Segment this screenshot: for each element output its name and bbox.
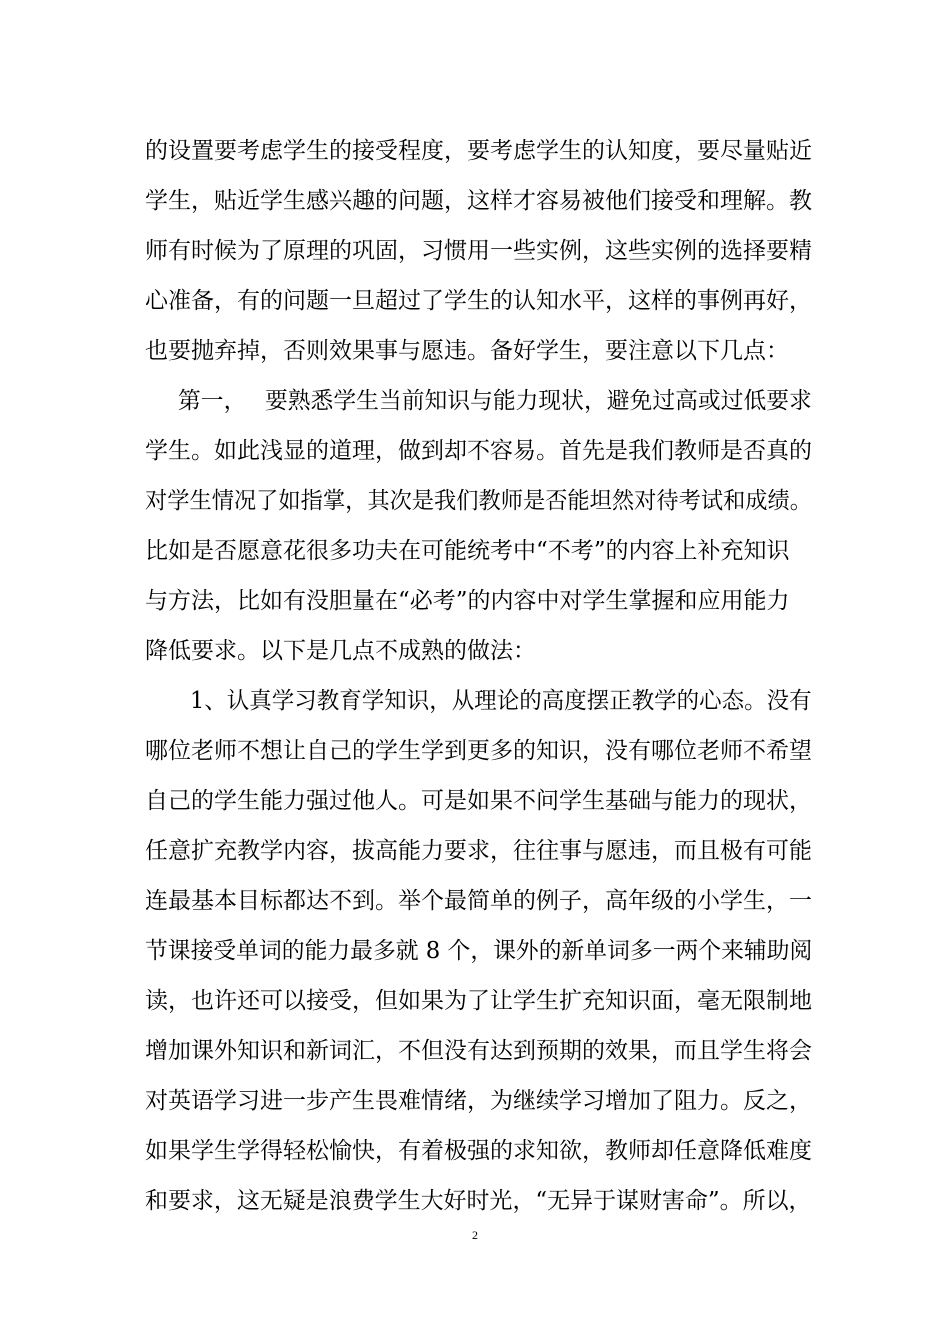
text-line: 的设置要考虑学生的接受程度，要考虑学生的认知度，要尽量贴近 (145, 138, 812, 164)
text-line: 节课接受单词的能力最多就 8 个，课外的新单词多一两个来辅助阅 (145, 938, 813, 964)
text-line: 学生。如此浅显的道理，做到却不容易。首先是我们教师是否真的 (145, 438, 812, 464)
text-line: 增加课外知识和新词汇，不但没有达到预期的效果，而且学生将会 (145, 1038, 812, 1064)
page-number: 2 (472, 1228, 478, 1242)
text-line: 哪位老师不想让自己的学生学到更多的知识，没有哪位老师不希望 (145, 738, 812, 764)
text-line: 心准备，有的问题一旦超过了学生的认知水平，这样的事例再好， (145, 288, 812, 314)
text-line: 对学生情况了如指掌，其次是我们教师是否能坦然对待考试和成绩。 (145, 488, 812, 514)
text-line: 自己的学生能力强过他人。可是如果不问学生基础与能力的现状， (145, 788, 812, 814)
text-line: 和要求，这无疑是浪费学生大好时光，“无异于谋财害命”。所以， (145, 1188, 812, 1214)
text-line: 如果学生学得轻松愉快，有着极强的求知欲，教师却任意降低难度 (145, 1138, 812, 1164)
text-line: 连最基本目标都达不到。举个最简单的例子，高年级的小学生，一 (145, 888, 812, 914)
text-line: 降低要求。以下是几点不成熟的做法： (145, 638, 536, 664)
text-line: 也要抛弃掉，否则效果事与愿违。备好学生，要注意以下几点： (145, 338, 789, 364)
text-line: 与方法，比如有没胆量在“必考”的内容中对学生掌握和应用能力 (145, 588, 790, 614)
text-line: 1、认真学习教育学知识，从理论的高度摆正教学的心态。没有 (190, 688, 812, 714)
text-line: 比如是否愿意花很多功夫在可能统考中“不考”的内容上补充知识 (145, 538, 790, 564)
text-line: 读，也许还可以接受，但如果为了让学生扩充知识面，毫无限制地 (145, 988, 812, 1014)
text-line: 任意扩充教学内容，拔高能力要求，往往事与愿违，而且极有可能 (145, 838, 812, 864)
text-line: 师有时候为了原理的巩固，习惯用一些实例，这些实例的选择要精 (145, 238, 812, 264)
text-line: 对英语学习进一步产生畏难情绪，为继续学习增加了阻力。反之， (145, 1088, 812, 1114)
text-line: 第一， 要熟悉学生当前知识与能力现状，避免过高或过低要求 (178, 388, 812, 414)
text-line: 学生，贴近学生感兴趣的问题，这样才容易被他们接受和理解。教 (145, 188, 812, 214)
